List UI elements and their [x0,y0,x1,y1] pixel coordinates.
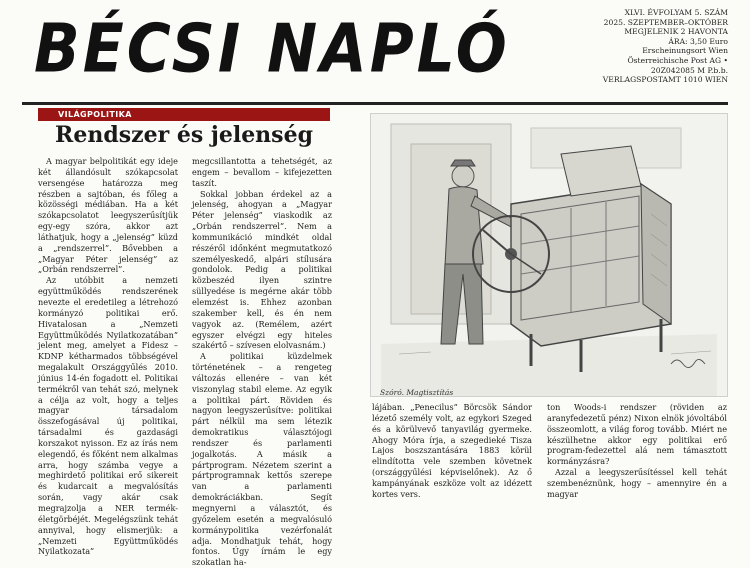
paragraph: lájában. „Penecilus” Börcsök Sándor lézető személy volt, az egykori Szeged és a körülvevő tanyavilág gyermeke. Ahogy Móra írja, a szegedieké Tisza Lajos boszszantására 1883 körül elindította vele szemben követnek (országgyűlési képviselőnek). Az ő kampányának eszköze volt az idézett kortes vers. [372,402,532,499]
paragraph: A politikai küzdelmek történetének – a rengeteg változás ellenére – van két viszonylag stabil eleme. Az egyik a politikai párt. Röviden és nagyon leegyszerűsítve: politikai párt nélkül ma sem létezik demokratikus választójogi rendszer és parlamenti jogalkotás. A másik a pártprogram. Nézetem szerint a pártprogramnak kettős szerepe van a parlamenti demokráciákban. Segít megnyerni a választót, és győzelem esetén a megvalósuló kormánypolitika vezérfonalát adja. Mondhatjuk tehát, hogy fontos. Úgy írnám le egy szokatlan ha- [192,351,332,568]
paragraph: ton Woods-i rendszer (röviden az aranyfedezetű pénz) Nixon elnök jóvoltából összeomlott, a világ forog tovább. Miért ne készülhetne akkor egy politikai erő program-fedezettel alá nem támasztott kormányzásra? [547,402,727,467]
issue-line: 2025. SZEPTEMBER–OKTÓBER [603,17,728,27]
masthead-rule [22,102,728,105]
paragraph: Azzal a leegyszerűsítéssel kell tehát szembenéznünk, hogy – amennyire én a magyar [547,467,727,499]
winnowing-machine-drawing [371,114,727,396]
paragraph: Az utóbbit a nemzeti együttműködés rendszerének nevezte el eredetileg a létrehozó kormányzó politikai erő. Hivatalosan a „Nemzeti Együttműködés Nyilatkozatában” jelent meg, amelyet a Fidesz –KDNP kétharmados többségével megalakult Országgyűlés 2010. június 14-én fogadott el. Politikai termékről van tehát szó, melynek a célja az volt, hogy a teljes magyar társadalom összefogásával új politikai, társadalmi és gazdasági korszakot nyisson. Ez az írás nem elegendő, és főként nem alkalmas arra, hogy számba vegye a meghirdető politikai erő sikereit és kudarcait a megvalósítás során, vagy akár csak megrajzolja a NER termék-életgörbéjét. Megelégszünk tehát annyival, hogy elismerjük: a „Nemzeti Együttműködés Nyilatkozata” [38,275,178,557]
illustration [370,113,728,397]
issue-line: VERLAGSPOSTAMT 1010 WIEN [602,75,728,85]
issue-line: Erscheinungsort Wien [642,46,728,56]
issue-line: MEGJELENIK 2 HAVONTA [624,27,728,37]
article-column-4 [547,402,727,500]
paragraph: megcsillantotta a tehetségét, az engem – bevallom – kifejezetten taszít. [192,156,332,188]
illustration-caption: Szóró. Magtisztítás [380,388,454,397]
issue-info [558,8,728,85]
article-column-2 [192,156,332,568]
article-column-1 [38,156,178,557]
newspaper-title: BÉCSI NAPLÓ [34,10,510,89]
article-column-3 [372,402,532,500]
issue-line: 20Z042085 M P.b.b. [650,65,728,75]
issue-line: ÁRA: 3,50 Euro [668,36,728,46]
masthead [0,0,750,108]
article-headline: Rendszer és jelenség [55,122,313,148]
issue-line: XLVI. ÉVFOLYAM 5. SZÁM [624,8,728,17]
paragraph: A magyar belpolitikát egy ideje két állandósult szókapcsolat versengése határozza meg részben a sajtóban, és főleg a közösségi médiában. Ha a két szókapcsolatot leegyszerűsítjük egy-egy szóra, akkor azt láthatjuk, hogy a „jelenség” küzd a „rendszerrel”. Bővebben a „Magyar Péter jelenség” az „Orbán rendszerrel”. [38,156,178,275]
section-label: VILÁGPOLITIKA [38,108,330,121]
issue-line: Österreichische Post AG • [627,55,728,65]
paragraph: Sokkal jobban érdekel az a jelenség, ahogyan a „Magyar Péter jelenség” viaskodik az „Orbán rendszerrel”. Nem a kommunikáció mindkét oldal részéről időnként megmutatkozó személyeskedő, alpári stílusára gondolok. Pedig a politikai közbeszéd ilyen szintre süllyedése is megérne akár több elemzést is. Ehhez azonban szakember kell, és én nem vagyok az. (Remélem, azért egyszer elvégzi egy hiteles szakértő – szívesen elolvasnám.) [192,188,332,351]
